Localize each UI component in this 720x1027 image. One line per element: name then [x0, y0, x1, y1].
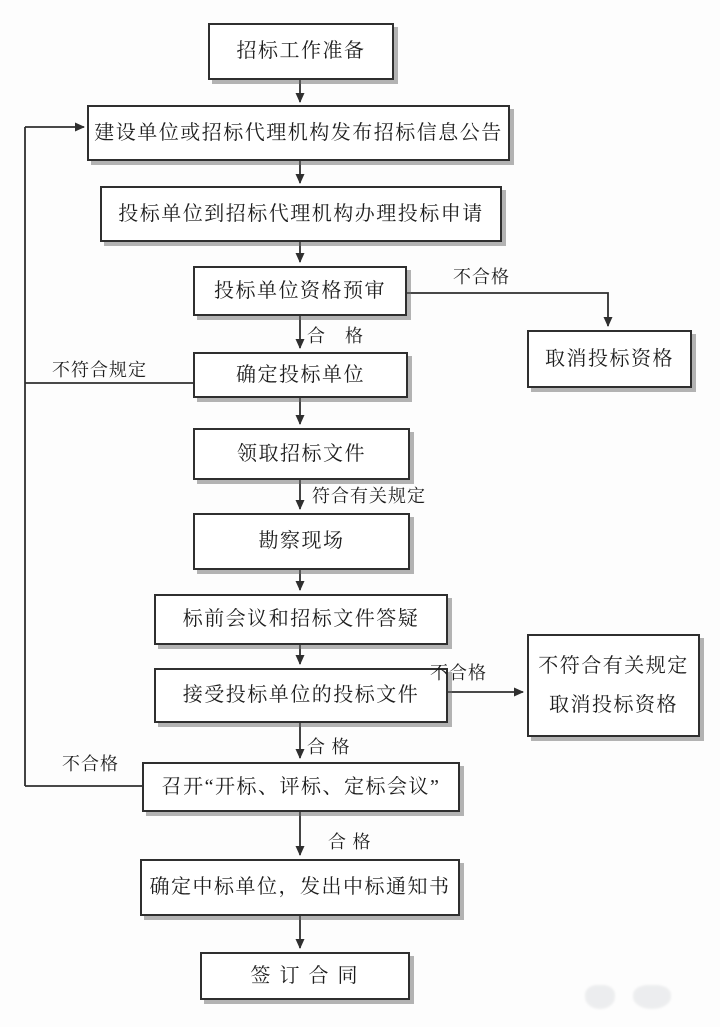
node-prequalification: 投标单位资格预审 — [193, 266, 407, 316]
node-pre-bid-meeting: 标前会议和招标文件答疑 — [154, 594, 448, 645]
cancel-qualification-2-line1: 不符合有关规定 — [538, 654, 689, 677]
node-bid-preparation: 招标工作准备 — [208, 23, 394, 80]
node-open-evaluate-award-meeting: 召开“开标、评标、定标会议” — [142, 762, 460, 812]
node-publish-announcement: 建设单位或招标代理机构发布招标信息公告 — [87, 105, 510, 161]
edge-label-qualified-3: 合 格 — [328, 832, 372, 852]
node-cancel-qualification-1: 取消投标资格 — [527, 330, 692, 388]
edge-prequalify-cancel — [407, 293, 608, 326]
node-accept-bid-documents: 接受投标单位的投标文件 — [154, 668, 448, 723]
edge-label-qualified-2: 合 格 — [307, 737, 351, 757]
node-award-notification: 确定中标单位，发出中标通知书 — [140, 859, 460, 916]
node-obtain-bid-documents: 领取招标文件 — [193, 428, 410, 480]
edge-label-not-conform: 不符合规定 — [52, 360, 147, 380]
node-site-survey: 勘察现场 — [193, 513, 410, 570]
edge-label-unqualified-1: 不合格 — [453, 267, 510, 287]
node-determine-bidders: 确定投标单位 — [193, 352, 408, 398]
edge-label-unqualified-3: 不合格 — [62, 754, 119, 774]
node-sign-contract: 签 订 合 同 — [200, 952, 410, 1000]
edge-label-conform-rules: 符合有关规定 — [312, 486, 426, 506]
node-bid-application: 投标单位到招标代理机构办理投标申请 — [100, 186, 502, 242]
edge-label-unqualified-2: 不合格 — [430, 663, 487, 683]
cancel-qualification-2-line2: 取消投标资格 — [549, 693, 678, 716]
edge-label-qualified-1: 合 格 — [307, 326, 364, 346]
node-cancel-qualification-2 — [527, 634, 700, 737]
